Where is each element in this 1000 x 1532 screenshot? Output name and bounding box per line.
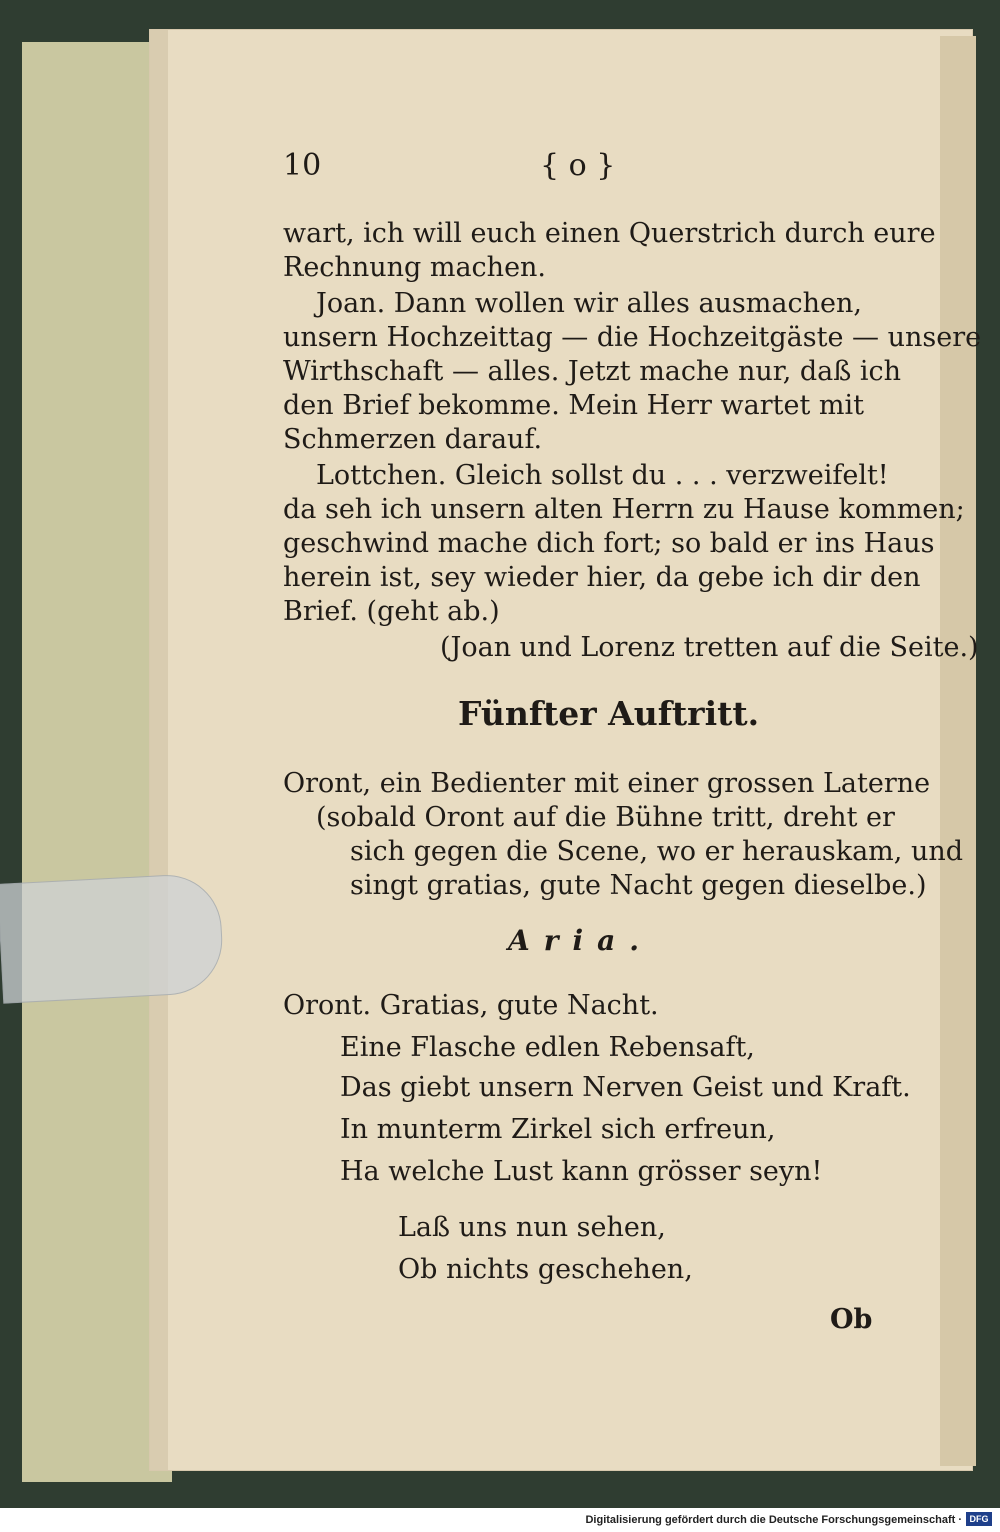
page-number: 10 xyxy=(283,148,322,183)
scene-line: singt gratias, gute Nacht gegen dieselbe.) xyxy=(350,870,927,901)
dfg-logo: DFG xyxy=(966,1512,992,1526)
text-line: den Brief bekomme. Mein Herr wartet mit xyxy=(283,390,865,421)
aria-line: Laß uns nun sehen, xyxy=(398,1212,666,1243)
text-line: Brief. (geht ab.) xyxy=(283,596,500,627)
aria-line: Ha welche Lust kann grösser seyn! xyxy=(340,1156,823,1187)
scene-line: Oront, ein Bedienter mit einer grossen Laterne xyxy=(283,768,931,799)
text-line: Lottchen. Gleich sollst du . . . verzweifelt! xyxy=(316,460,889,491)
text-line: wart, ich will euch einen Querstrich durch eure xyxy=(283,218,936,249)
text-line: geschwind mache dich fort; so bald er ins Haus xyxy=(283,528,935,559)
page-clip xyxy=(0,872,225,1003)
footer-credit: Digitalisierung gefördert durch die Deutsche Forschungsgemeinschaft · xyxy=(585,1514,962,1526)
text-line: herein ist, sey wieder hier, da gebe ich dir den xyxy=(283,562,921,593)
page-gutter xyxy=(150,30,168,1470)
scene-line: (sobald Oront auf die Bühne tritt, dreht er xyxy=(316,802,895,833)
aria-line: In munterm Zirkel sich erfreun, xyxy=(340,1114,776,1145)
text-line: Joan. Dann wollen wir alles ausmachen, xyxy=(316,288,862,319)
text-line: da seh ich unsern alten Herrn zu Hause kommen; xyxy=(283,494,965,525)
text-line: unsern Hochzeittag — die Hochzeitgäste — unsere xyxy=(283,322,982,353)
header-ornament: { o } xyxy=(540,148,616,183)
text-line: Wirthschaft — alles. Jetzt mache nur, daß ich xyxy=(283,356,902,387)
text-line: Schmerzen darauf. xyxy=(283,424,543,455)
text-line: Rechnung machen. xyxy=(283,252,547,283)
aria-title: Aria. xyxy=(508,924,654,957)
scene-line: sich gegen die Scene, wo er herauskam, und xyxy=(350,836,964,867)
scene-heading: Fünfter Auftritt. xyxy=(458,694,760,733)
aria-line: Oront. Gratias, gute Nacht. xyxy=(283,990,659,1021)
aria-line: Eine Flasche edlen Rebensaft, xyxy=(340,1032,755,1063)
aria-line: Ob nichts geschehen, xyxy=(398,1254,693,1285)
page-edge xyxy=(940,36,976,1466)
catchword: Ob xyxy=(830,1304,873,1335)
aria-line: Das giebt unsern Nerven Geist und Kraft. xyxy=(340,1072,911,1103)
stage-direction: (Joan und Lorenz tretten auf die Seite.) xyxy=(440,632,979,663)
